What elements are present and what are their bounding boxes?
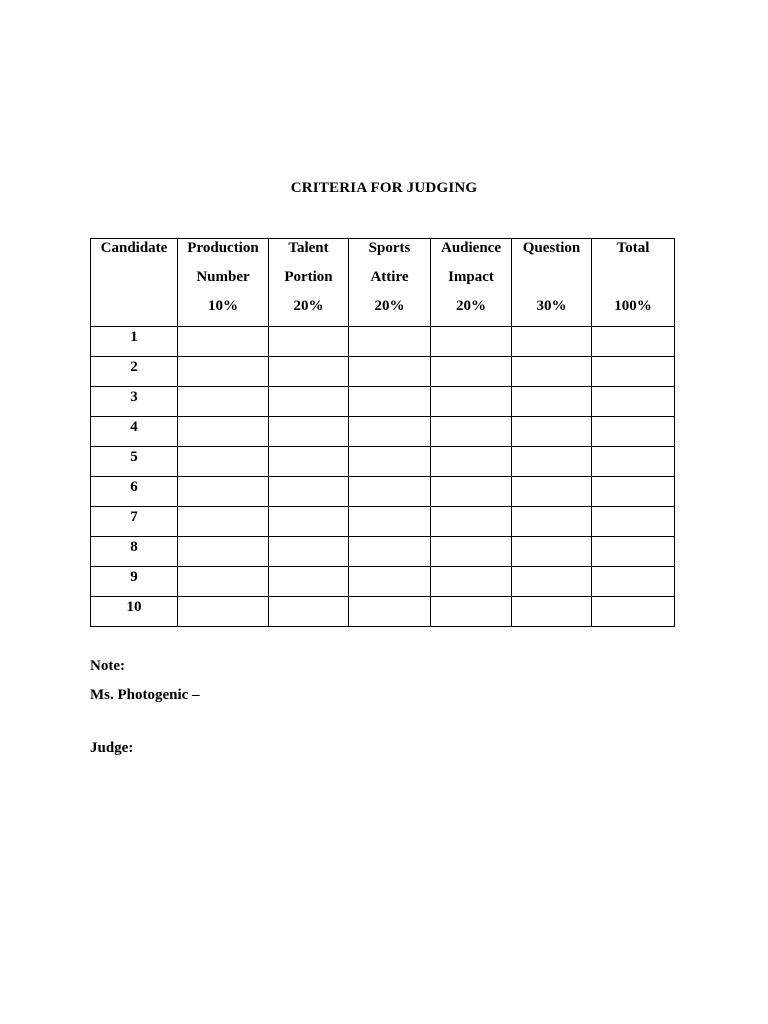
total-cell[interactable]	[592, 447, 675, 477]
score-cell[interactable]	[431, 327, 512, 357]
header-audience-impact	[431, 239, 512, 327]
score-cell[interactable]	[269, 597, 349, 627]
table-row	[91, 507, 675, 537]
candidate-number: 7	[91, 507, 178, 537]
candidate-number: 5	[91, 447, 178, 477]
score-cell[interactable]	[178, 357, 269, 387]
candidate-number: 2	[91, 357, 178, 387]
score-cell[interactable]	[349, 357, 431, 387]
score-cell[interactable]	[512, 597, 592, 627]
score-cell[interactable]	[512, 387, 592, 417]
header-candidate	[91, 239, 178, 327]
score-cell[interactable]	[431, 357, 512, 387]
score-cell[interactable]	[512, 327, 592, 357]
score-cell[interactable]	[269, 477, 349, 507]
score-cell[interactable]	[269, 507, 349, 537]
header-line: Total	[616, 240, 650, 256]
score-cell[interactable]	[178, 417, 269, 447]
header-line: Number	[196, 269, 250, 285]
score-cell[interactable]	[512, 507, 592, 537]
header-total	[592, 239, 675, 327]
judging-table	[90, 238, 675, 627]
table-header-row	[91, 239, 675, 327]
candidate-number: 3	[91, 387, 178, 417]
score-cell[interactable]	[269, 447, 349, 477]
total-cell[interactable]	[592, 537, 675, 567]
score-cell[interactable]	[431, 537, 512, 567]
score-cell[interactable]	[269, 567, 349, 597]
header-line	[91, 268, 177, 297]
score-cell[interactable]	[349, 597, 431, 627]
score-cell[interactable]	[269, 417, 349, 447]
score-cell[interactable]	[269, 357, 349, 387]
score-cell[interactable]	[349, 507, 431, 537]
score-cell[interactable]	[178, 477, 269, 507]
header-talent-portion	[269, 239, 349, 327]
table-row	[91, 567, 675, 597]
total-cell[interactable]	[592, 477, 675, 507]
photogenic-label: Ms. Photogenic –	[90, 687, 200, 703]
score-cell[interactable]	[178, 537, 269, 567]
total-cell[interactable]	[592, 387, 675, 417]
table-body	[91, 327, 675, 627]
header-question	[512, 239, 592, 327]
score-cell[interactable]	[349, 387, 431, 417]
score-cell[interactable]	[431, 597, 512, 627]
score-cell[interactable]	[349, 327, 431, 357]
score-cell[interactable]	[431, 507, 512, 537]
header-line: Production	[187, 240, 259, 256]
table-row	[91, 327, 675, 357]
score-cell[interactable]	[349, 447, 431, 477]
score-cell[interactable]	[178, 507, 269, 537]
score-cell[interactable]	[349, 417, 431, 447]
table-row	[91, 357, 675, 387]
score-cell[interactable]	[512, 357, 592, 387]
note-label: Note:	[90, 658, 125, 674]
total-cell[interactable]	[592, 597, 675, 627]
score-cell[interactable]	[178, 447, 269, 477]
score-cell[interactable]	[178, 327, 269, 357]
score-cell[interactable]	[349, 477, 431, 507]
header-weight: 30%	[536, 298, 567, 314]
score-cell[interactable]	[512, 537, 592, 567]
header-weight: 20%	[293, 298, 324, 314]
score-cell[interactable]	[269, 327, 349, 357]
page-title: CRITERIA FOR JUDGING	[290, 180, 478, 196]
header-line: Attire	[370, 269, 409, 285]
header-line: Portion	[284, 269, 333, 285]
score-cell[interactable]	[269, 387, 349, 417]
header-line	[512, 268, 591, 297]
score-cell[interactable]	[431, 447, 512, 477]
header-sports-attire	[349, 239, 431, 327]
table-row	[91, 447, 675, 477]
candidate-number: 8	[91, 537, 178, 567]
header-weight: 10%	[208, 298, 238, 314]
score-cell[interactable]	[178, 597, 269, 627]
judge-label: Judge:	[90, 740, 134, 756]
header-weight: 20%	[456, 298, 486, 314]
header-weight: 20%	[374, 298, 405, 314]
score-cell[interactable]	[178, 567, 269, 597]
table-row	[91, 417, 675, 447]
score-cell[interactable]	[431, 387, 512, 417]
header-weight: 100%	[614, 298, 652, 314]
candidate-number: 6	[91, 477, 178, 507]
candidate-number: 1	[91, 327, 178, 357]
header-line: Audience	[441, 240, 501, 256]
score-cell[interactable]	[431, 567, 512, 597]
score-cell[interactable]	[349, 537, 431, 567]
header-production-number	[178, 239, 269, 327]
header-line: Sports	[368, 240, 411, 256]
score-cell[interactable]	[512, 447, 592, 477]
score-cell[interactable]	[431, 477, 512, 507]
header-line: Question	[522, 240, 581, 256]
candidate-number: 10	[91, 597, 178, 627]
score-cell[interactable]	[512, 567, 592, 597]
candidate-number: 4	[91, 417, 178, 447]
notes-section	[90, 652, 200, 710]
total-cell[interactable]	[592, 507, 675, 537]
table-row	[91, 597, 675, 627]
header-line: Impact	[448, 269, 494, 285]
header-line: Candidate	[100, 240, 168, 256]
total-cell[interactable]	[592, 327, 675, 357]
score-cell[interactable]	[269, 537, 349, 567]
header-line	[91, 297, 177, 326]
score-cell[interactable]	[431, 417, 512, 447]
score-cell[interactable]	[178, 387, 269, 417]
score-cell[interactable]	[512, 417, 592, 447]
score-cell[interactable]	[512, 477, 592, 507]
table-row	[91, 477, 675, 507]
total-cell[interactable]	[592, 417, 675, 447]
header-line: Talent	[288, 240, 329, 256]
table-row	[91, 387, 675, 417]
header-line	[592, 268, 674, 297]
table-row	[91, 537, 675, 567]
total-cell[interactable]	[592, 357, 675, 387]
total-cell[interactable]	[592, 567, 675, 597]
score-cell[interactable]	[349, 567, 431, 597]
candidate-number: 9	[91, 567, 178, 597]
